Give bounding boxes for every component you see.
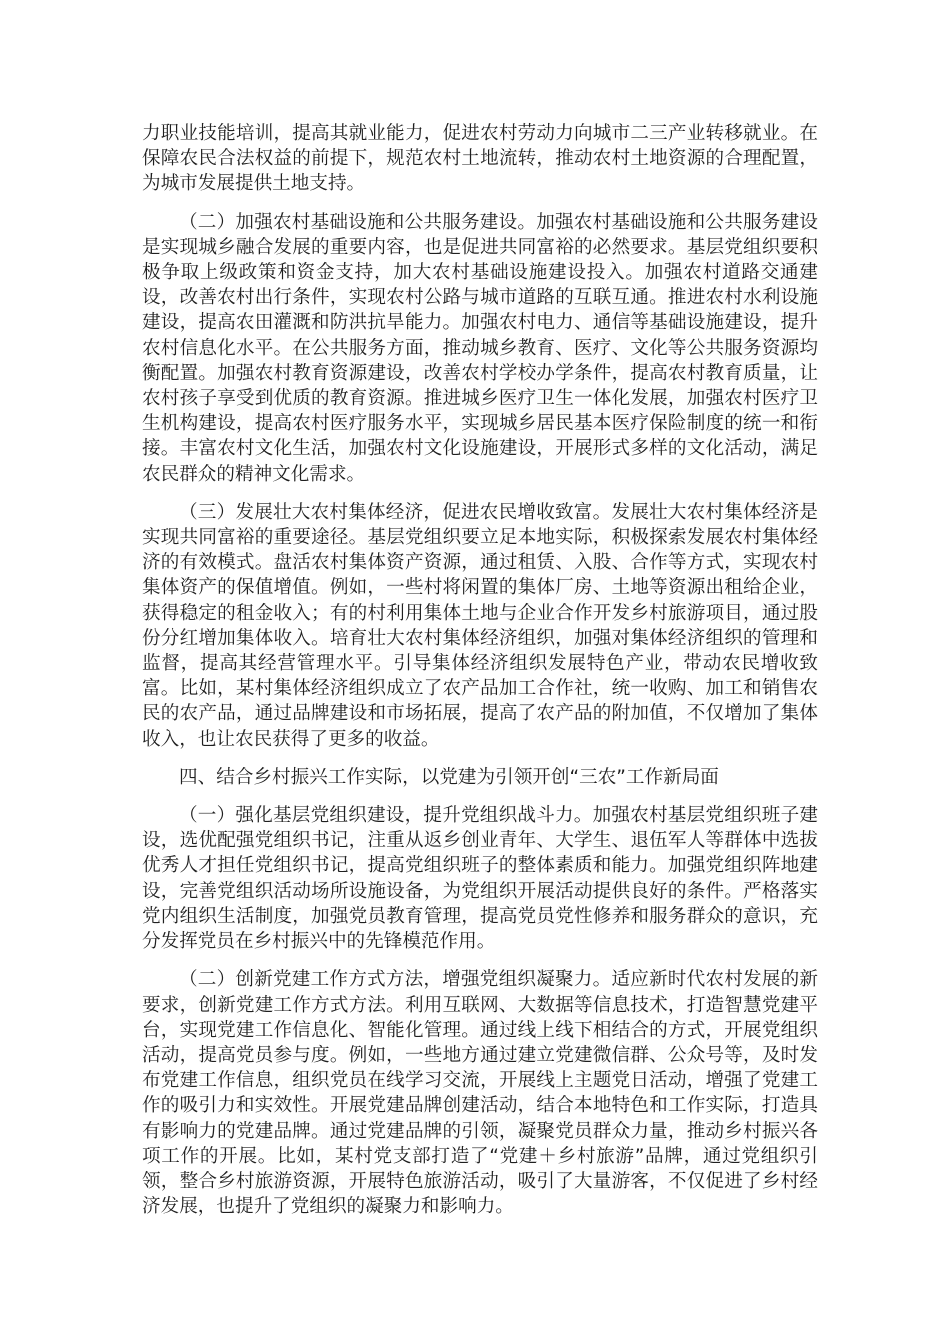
- document-body: [142, 121, 818, 1232]
- paragraph-collective-economy: （三）发展壮大农村集体经济，促进农民增收致富。发展壮大农村集体经济是实现共同富裕的重要途径。基层党组织要立足本地实际，积极探索发展农村集体经济的有效模式。盘活农村集体资产资源，通过租赁、入股、合作等方式，实现农村集体资产的保值增值。例如，一些村将闲置的集体厂房、土地等资源出租给企业，获得稳定的租金收入；有的村利用集体土地与企业合作开发乡村旅游项目，通过股份分红增加集体收入。培育壮大农村集体经济组织，加强对集体经济组织的管理和监督，提高其经营管理水平。引导集体经济组织发展特色产业，带动农民增收致富。比如，某村集体经济组织成立了农产品加工合作社，统一收购、加工和销售农民的农产品，通过品牌建设和市场拓展，提高了农产品的附加值，不仅增加了集体收入，也让农民获得了更多的收益。: [142, 501, 818, 750]
- paragraph-party-organization: （一）强化基层党组织建设，提升党组织战斗力。加强农村基层党组织班子建设，选优配强党组织书记，注重从返乡创业青年、大学生、退伍军人等群体中选拔优秀人才担任党组织书记，提高党组织班子的整体素质和能力。加强党组织阵地建设，完善党组织活动场所设施设备，为党组织开展活动提供良好的条件。严格落实党内组织生活制度，加强党员教育管理，提高党员党性修养和服务群众的意识，充分发挥党员在乡村振兴中的先锋模范作用。: [142, 805, 818, 953]
- paragraph-party-innovation: （二）创新党建工作方式方法，增强党组织凝聚力。适应新时代农村发展的新要求，创新党建工作方式方法。利用互联网、大数据等信息技术，打造智慧党建平台，实现党建工作信息化、智能化管理。通过线上线下相结合的方式，开展党组织活动，提高党员参与度。例如，一些地方通过建立党建微信群、公众号等，及时发布党建工作信息，组织党员在线学习交流，开展线上主题党日活动，增强了党建工作的吸引力和实效性。开展党建品牌创建活动，结合本地特色和工作实际，打造具有影响力的党建品牌。通过党建品牌的引领，凝聚党员群众力量，推动乡村振兴各项工作的开展。比如，某村党支部打造了“党建＋乡村旅游”品牌，通过党组织引领，整合乡村旅游资源，开展特色旅游活动，吸引了大量游客，不仅促进了乡村经济发展，也提升了党组织的凝聚力和影响力。: [142, 969, 818, 1218]
- paragraph-continuation: 力职业技能培训，提高其就业能力，促进农村劳动力向城市二三产业转移就业。在保障农民合法权益的前提下，规范农村土地流转，推动农村土地资源的合理配置，为城市发展提供土地支持。: [142, 123, 818, 195]
- paragraph-infrastructure: （二）加强农村基础设施和公共服务建设。加强农村基础设施和公共服务建设是实现城乡融合发展的重要内容，也是促进共同富裕的必然要求。基层党组织要积极争取上级政策和资金支持，加大农村基础设施建设投入。加强农村道路交通建设，改善农村出行条件，实现农村公路与城市道路的互联互通。推进农村水利设施建设，提高农田灌溉和防洪抗旱能力。加强农村电力、通信等基础设施建设，提升农村信息化水平。在公共服务方面，推动城乡教育、医疗、文化等公共服务资源均衡配置。加强农村教育资源建设，改善农村学校办学条件，提高农村教育质量，让农村孩子享受到优质的教育资源。推进城乡医疗卫生一体化发展，加强农村医疗卫生机构建设，提高农村医疗服务水平，实现城乡居民基本医疗保险制度的统一和衔接。丰富农村文化生活，加强农村文化设施建设，开展形式多样的文化活动，满足农民群众的精神文化需求。: [142, 211, 818, 485]
- section-heading-four: 四、结合乡村振兴工作实际，以党建为引领开创“三农”工作新局面: [179, 766, 719, 788]
